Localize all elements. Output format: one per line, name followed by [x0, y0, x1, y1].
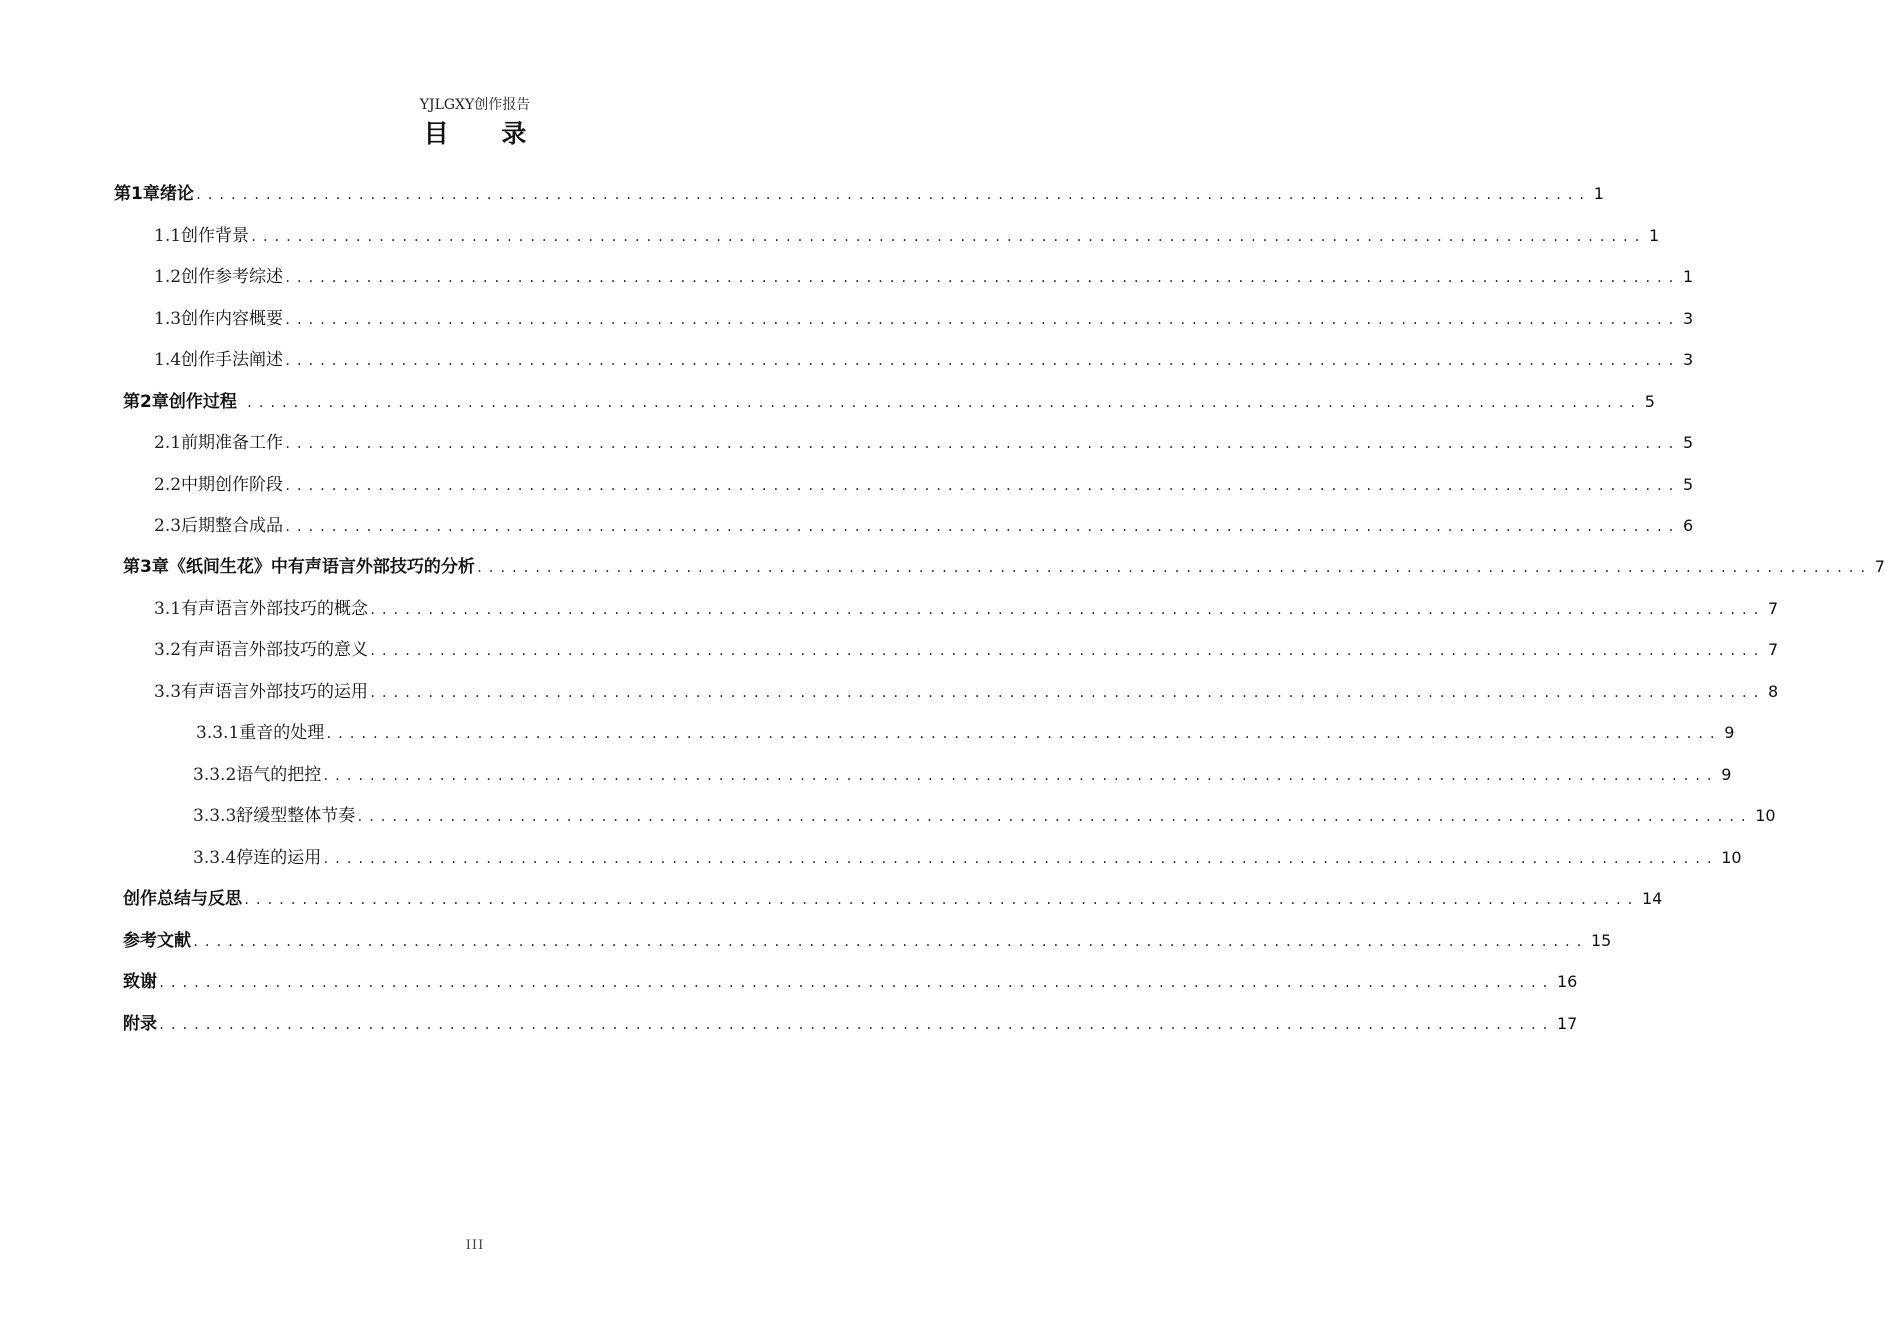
toc-entry-label: 重音的处理 [239, 723, 325, 743]
toc-leader-dots: ........................................................................................................................ [245, 396, 1641, 410]
toc-entry-label: 语气的把控 [236, 765, 322, 785]
toc-entry-label: 创作参考综述 [181, 267, 284, 287]
toc-entry-2-3[interactable] [154, 514, 1694, 538]
toc-entry-label: 致谢 [123, 972, 157, 992]
toc-leader-dots: ........................................................................................................................ [369, 603, 1764, 617]
toc-entry-label: 后期整合成品 [181, 516, 284, 536]
running-header: YJLGXY创作报告 [419, 97, 531, 113]
toc-entry-label: 创作总结与反思 [123, 889, 242, 909]
toc-entry-label: 创作内容概要 [181, 309, 284, 329]
toc-entry-number: 2.3 [154, 516, 182, 536]
toc-entry-label: 《纸间生花》中有声语言外部技巧的分析 [168, 557, 475, 577]
toc-entry-page: 9 [1724, 723, 1735, 742]
toc-entry-summary[interactable] [123, 887, 1663, 911]
toc-entry-page: 16 [1556, 972, 1578, 991]
toc-entry-number: 3.3.2 [193, 765, 237, 785]
page-number-footer: III [465, 1238, 485, 1253]
toc-entry-page: 6 [1683, 516, 1694, 535]
toc-entry-page: 3 [1683, 350, 1694, 369]
toc-entry-1-2[interactable] [154, 265, 1694, 289]
toc-leader-dots: ........................................................................................................................ [284, 520, 1679, 534]
toc-entry-label: 中期创作阶段 [181, 475, 284, 495]
toc-leader-dots: ........................................................................................................................ [322, 852, 1718, 866]
toc-leader-dots: ........................................................................................................................ [284, 271, 1679, 285]
toc-entry-page: 3 [1683, 309, 1694, 328]
toc-leader-dots: ........................................................................................................................ [284, 313, 1679, 327]
toc-entry-number: 第1章 [114, 184, 160, 204]
toc-title: 目 录 [423, 119, 549, 148]
toc-entry-label: 创作过程 [168, 392, 237, 412]
toc-entry-3-3-3[interactable] [193, 804, 1776, 828]
toc-leader-dots: ........................................................................................................................ [284, 354, 1679, 368]
toc-leader-dots: ........................................................................................................................ [475, 561, 1871, 575]
toc-entry-label: 绪论 [159, 184, 194, 204]
toc-leader-dots: ........................................................................................................................ [356, 810, 1752, 824]
toc-entry-label: 有声语言外部技巧的概念 [181, 599, 369, 619]
toc-entry-page: 10 [1755, 806, 1776, 825]
toc-entry-appendix[interactable] [123, 1012, 1578, 1036]
toc-entry-page: 9 [1721, 765, 1732, 784]
toc-entry-page: 15 [1590, 931, 1612, 950]
toc-entry-3-3-4[interactable] [193, 846, 1742, 870]
toc-entry-page: 8 [1768, 682, 1779, 701]
toc-entry-references[interactable] [123, 929, 1612, 953]
toc-entry-label: 前期准备工作 [181, 433, 284, 453]
toc-entry-page: 7 [1874, 557, 1885, 576]
toc-entry-page: 1 [1593, 184, 1604, 203]
toc-entry-page: 14 [1641, 889, 1663, 908]
toc-entry-label: 创作手法阐述 [181, 350, 284, 370]
toc-leader-dots: ........................................................................................................................ [369, 644, 1764, 658]
toc-entry-number: 1.3 [154, 309, 182, 329]
toc-entry-number: 2.2 [154, 475, 182, 495]
toc-entry-number: 1.4 [154, 350, 182, 370]
toc-entry-3-2[interactable] [154, 638, 1779, 662]
toc-entry-label: 创作背景 [181, 226, 250, 246]
toc-entry-label: 有声语言外部技巧的运用 [181, 682, 369, 702]
toc-entry-number: 3.3.1 [196, 723, 240, 743]
toc-entry-number: 2.1 [154, 433, 182, 453]
toc-entry-2-2[interactable] [154, 473, 1694, 497]
toc-entry-page: 10 [1721, 848, 1742, 867]
toc-entry-chapter-2[interactable] [123, 390, 1655, 414]
toc-entry-page: 5 [1644, 392, 1655, 411]
toc-entry-label: 附录 [123, 1014, 157, 1034]
toc-entry-label: 参考文献 [123, 931, 191, 951]
toc-entry-page: 7 [1768, 640, 1779, 659]
toc-entry-number: 3.3.3 [193, 806, 237, 826]
toc-leader-dots: ........................................................................................................................ [194, 188, 1590, 202]
toc-entry-number: 3.3.4 [193, 848, 237, 868]
toc-entry-number: 3.3 [154, 682, 182, 702]
toc-leader-dots: ........................................................................................................................ [284, 479, 1679, 493]
toc-entry-3-3-1[interactable] [196, 721, 1735, 745]
toc-entry-number: 第3章 [123, 557, 169, 577]
toc-entry-3-3[interactable] [154, 680, 1779, 704]
toc-entry-number: 1.1 [154, 226, 182, 246]
toc-entry-acknowledgements[interactable] [123, 970, 1578, 994]
toc-entry-chapter-1[interactable] [114, 182, 1604, 206]
toc-leader-dots: ........................................................................................................................ [369, 686, 1764, 700]
toc-entry-1-1[interactable] [154, 224, 1660, 248]
toc-entry-number: 3.2 [154, 640, 182, 660]
toc-entry-1-4[interactable] [154, 348, 1694, 372]
toc-entry-page: 5 [1683, 475, 1694, 494]
toc-entry-page: 7 [1768, 599, 1779, 618]
toc-entry-chapter-3[interactable] [123, 555, 1885, 579]
toc-entry-page: 1 [1649, 226, 1660, 245]
toc-entry-label: 有声语言外部技巧的意义 [181, 640, 369, 660]
toc-entry-number: 1.2 [154, 267, 182, 287]
toc-entry-number: 3.1 [154, 599, 182, 619]
toc-entry-2-1[interactable] [154, 431, 1694, 455]
toc-entry-label: 舒缓型整体节奏 [236, 806, 356, 826]
toc-leader-dots: ........................................................................................................................ [158, 1018, 1553, 1032]
toc-leader-dots: ........................................................................................................................ [192, 935, 1587, 949]
toc-leader-dots: ........................................................................................................................ [250, 230, 1645, 244]
toc-leader-dots: ........................................................................................................................ [322, 769, 1718, 783]
toc-leader-dots: ........................................................................................................................ [284, 437, 1679, 451]
toc-entry-1-3[interactable] [154, 307, 1694, 331]
toc-entry-page: 5 [1683, 433, 1694, 452]
toc-entry-page: 1 [1683, 267, 1694, 286]
toc-leader-dots: ........................................................................................................................ [325, 727, 1721, 741]
toc-leader-dots: ........................................................................................................................ [243, 893, 1638, 907]
toc-entry-page: 17 [1556, 1014, 1578, 1033]
toc-entry-3-3-2[interactable] [193, 763, 1732, 787]
toc-leader-dots: ........................................................................................................................ [158, 976, 1553, 990]
toc-entry-number: 第2章 [123, 392, 169, 412]
toc-entry-label: 停连的运用 [236, 848, 322, 868]
toc-entry-3-1[interactable] [154, 597, 1779, 621]
